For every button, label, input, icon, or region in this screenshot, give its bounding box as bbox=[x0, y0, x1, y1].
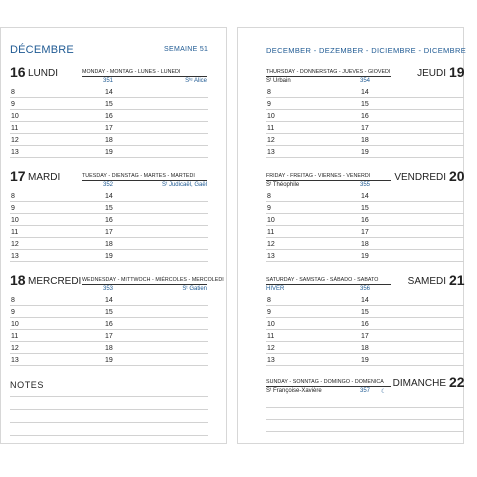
hour-label: 13 bbox=[267, 357, 275, 364]
hour-label: 16 bbox=[361, 321, 369, 328]
saint-name: Sᵗᵉ Alice bbox=[185, 78, 207, 84]
weekday-translations: FRIDAY - FREITAG - VIERNES - VENERDI bbox=[266, 173, 391, 181]
month-title: DÉCEMBRE bbox=[10, 44, 74, 56]
hour-label: 12 bbox=[11, 241, 19, 248]
day-number: 20 bbox=[449, 168, 465, 184]
saint-name: HIVER bbox=[266, 286, 285, 292]
hour-label: 14 bbox=[361, 89, 369, 96]
notes-line bbox=[10, 422, 208, 423]
week-label: SEMAINE 51 bbox=[164, 46, 209, 53]
hour-label: 13 bbox=[267, 149, 275, 156]
day-name: LUNDI bbox=[28, 68, 59, 79]
hour-label: 14 bbox=[105, 297, 113, 304]
hour-label: 17 bbox=[105, 333, 113, 340]
hour-label: 12 bbox=[267, 137, 275, 144]
hour-label: 19 bbox=[361, 357, 369, 364]
weekday-translations: SATURDAY - SAMSTAG - SÁBADO - SABATO bbox=[266, 277, 391, 285]
hour-label: 19 bbox=[361, 253, 369, 260]
hour-label: 15 bbox=[361, 205, 369, 212]
saint-name: Sᵗ Françoise-Xavière bbox=[266, 388, 322, 394]
hour-label: 13 bbox=[11, 357, 19, 364]
hour-label: 10 bbox=[11, 321, 19, 328]
hour-label: 8 bbox=[11, 193, 15, 200]
hour-label: 16 bbox=[105, 113, 113, 120]
hour-label: 19 bbox=[361, 149, 369, 156]
day-number: 18 bbox=[10, 272, 26, 288]
hour-label: 19 bbox=[105, 253, 113, 260]
hour-label: 14 bbox=[361, 193, 369, 200]
hour-label: 9 bbox=[267, 309, 271, 316]
hour-label: 15 bbox=[105, 101, 113, 108]
hour-label: 19 bbox=[105, 149, 113, 156]
hour-label: 8 bbox=[267, 89, 271, 96]
weekday-translations: MONDAY - MONTAG - LUNES - LUNEDI bbox=[82, 69, 207, 77]
hour-label: 12 bbox=[267, 241, 275, 248]
hour-label: 11 bbox=[11, 333, 19, 340]
hour-label: 9 bbox=[267, 101, 271, 108]
hour-label: 17 bbox=[105, 229, 113, 236]
hour-label: 9 bbox=[11, 101, 15, 108]
hour-label: 17 bbox=[361, 229, 369, 236]
hour-label: 18 bbox=[361, 137, 369, 144]
hour-label: 16 bbox=[361, 113, 369, 120]
hour-label: 8 bbox=[267, 297, 271, 304]
hour-label: 16 bbox=[361, 217, 369, 224]
day-of-year: 354 bbox=[360, 78, 371, 84]
day-number: 17 bbox=[10, 168, 26, 184]
hour-label: 10 bbox=[267, 217, 275, 224]
weekday-translations: THURSDAY - DONNERSTAG - JUEVES - GIOVEDI bbox=[266, 69, 391, 75]
hour-label: 10 bbox=[11, 217, 19, 224]
month-multilang-header: DECEMBER - DEZEMBER - DICIEMBRE - DICEMBRE bbox=[266, 46, 467, 55]
day-name: SAMEDI bbox=[407, 276, 446, 287]
hour-label: 11 bbox=[11, 229, 19, 236]
day-of-year: 357 bbox=[360, 388, 371, 394]
hour-label: 11 bbox=[267, 125, 275, 132]
saint-name: Sᵗ Judicaël, Gaël bbox=[161, 182, 207, 188]
hour-label: 15 bbox=[105, 205, 113, 212]
hour-label: 16 bbox=[105, 321, 113, 328]
hour-label: 14 bbox=[361, 297, 369, 304]
weekday-translations: SUNDAY - SONNTAG - DOMINGO - DOMENICA bbox=[266, 379, 391, 387]
hour-label: 11 bbox=[267, 229, 275, 236]
hour-label: 13 bbox=[11, 253, 19, 260]
day-name: MERCREDI bbox=[28, 276, 82, 287]
weekday-translations: TUESDAY - DIENSTAG - MARTES - MARTEDI bbox=[82, 173, 207, 181]
day-number: 16 bbox=[10, 64, 26, 80]
hour-label: 18 bbox=[105, 345, 113, 352]
hour-label: 15 bbox=[361, 309, 369, 316]
hour-label: 11 bbox=[267, 333, 275, 340]
hour-label: 18 bbox=[361, 241, 369, 248]
hour-label: 17 bbox=[361, 125, 369, 132]
hour-label: 12 bbox=[267, 345, 275, 352]
day-number: 21 bbox=[449, 272, 465, 288]
notes-line bbox=[10, 435, 208, 436]
hour-label: 12 bbox=[11, 137, 19, 144]
hour-label: 10 bbox=[267, 321, 275, 328]
hour-label: 18 bbox=[361, 345, 369, 352]
hour-label: 9 bbox=[267, 205, 271, 212]
hour-label: 15 bbox=[105, 309, 113, 316]
hour-label: 16 bbox=[105, 217, 113, 224]
hour-label: 12 bbox=[11, 345, 19, 352]
hour-label: 11 bbox=[11, 125, 19, 132]
notes-line bbox=[10, 396, 208, 397]
hour-label: 8 bbox=[11, 297, 15, 304]
day-name: JEUDI bbox=[417, 68, 446, 79]
hour-label: 15 bbox=[361, 101, 369, 108]
weekday-translations: WEDNESDAY - MITTWOCH - MIÉRCOLES - MERCOLEDI bbox=[82, 277, 224, 283]
notes-line bbox=[10, 409, 208, 410]
day-number: 19 bbox=[449, 64, 465, 80]
hour-label: 9 bbox=[11, 205, 15, 212]
hour-label: 8 bbox=[267, 193, 271, 200]
day-of-year: 353 bbox=[103, 286, 114, 292]
day-name: DIMANCHE bbox=[392, 378, 446, 389]
day-number: 22 bbox=[449, 374, 465, 390]
hour-label: 10 bbox=[11, 113, 19, 120]
day-of-year: 351 bbox=[103, 78, 114, 84]
hour-label: 8 bbox=[11, 89, 15, 96]
day-of-year: 356 bbox=[360, 286, 371, 292]
day-of-year: 352 bbox=[103, 182, 114, 188]
hour-label: 9 bbox=[11, 309, 15, 316]
hour-slot[interactable] bbox=[266, 419, 464, 432]
hour-label: 17 bbox=[361, 333, 369, 340]
saint-name: Sᵗ Gatien bbox=[182, 286, 207, 292]
saint-name: Sᵗ Théophile bbox=[266, 182, 300, 188]
hour-label: 14 bbox=[105, 193, 113, 200]
hour-label: 13 bbox=[11, 149, 19, 156]
hour-label: 17 bbox=[105, 125, 113, 132]
moon-phase-icon: ☾ bbox=[381, 389, 387, 395]
saint-name: Sᵗ Urbain bbox=[266, 78, 291, 84]
hour-label: 18 bbox=[105, 137, 113, 144]
hour-label: 14 bbox=[105, 89, 113, 96]
hour-label: 19 bbox=[105, 357, 113, 364]
hour-label: 10 bbox=[267, 113, 275, 120]
hour-label: 13 bbox=[267, 253, 275, 260]
day-of-year: 355 bbox=[360, 182, 371, 188]
day-name: MARDI bbox=[28, 172, 61, 183]
notes-title: NOTES bbox=[10, 380, 45, 390]
hour-label: 18 bbox=[105, 241, 113, 248]
day-name: VENDREDI bbox=[394, 172, 446, 183]
